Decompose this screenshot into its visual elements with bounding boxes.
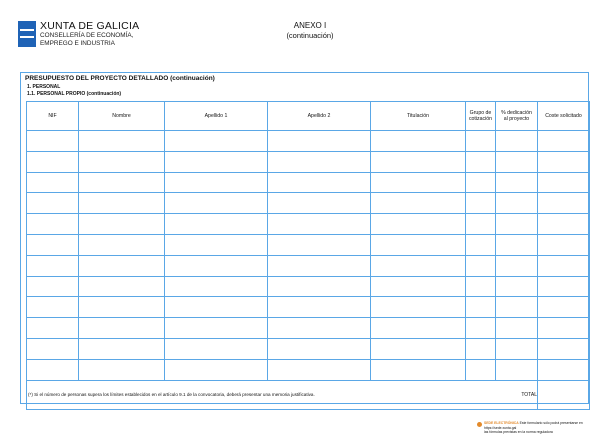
cell-apellido-1[interactable] (165, 318, 268, 339)
cell-nif[interactable] (27, 276, 79, 297)
cell-dedicacion[interactable] (496, 318, 538, 339)
personnel-table (26, 101, 590, 410)
table-row (27, 359, 590, 380)
cell-apellido-1[interactable] (165, 359, 268, 380)
cell-nif[interactable] (27, 172, 79, 193)
table-row (27, 318, 590, 339)
cell-coste[interactable] (538, 214, 590, 235)
cell-coste[interactable] (538, 255, 590, 276)
cell-dedicacion[interactable] (496, 276, 538, 297)
cell-nombre[interactable] (79, 276, 165, 297)
stamp-text (484, 421, 583, 435)
cell-titulacion[interactable] (371, 131, 466, 152)
cell-nombre[interactable] (79, 214, 165, 235)
cell-apellido-2[interactable] (268, 151, 371, 172)
column-header-dedicacion: % dedicación al proyecto (496, 102, 538, 131)
cell-apellido-1[interactable] (165, 131, 268, 152)
cell-nombre[interactable] (79, 338, 165, 359)
total-label: TOTAL (521, 391, 537, 398)
footnote: (*) Si el número de personas supera los límites establecidos en el artículo 9.1 de la convocatoria, deberá presentar una memoria justificativa. (28, 392, 315, 397)
cell-coste[interactable] (538, 234, 590, 255)
table-row (27, 338, 590, 359)
cell-nif[interactable] (27, 234, 79, 255)
cell-apellido-2[interactable] (268, 172, 371, 193)
cell-nif[interactable] (27, 214, 79, 235)
cell-apellido-1[interactable] (165, 193, 268, 214)
cell-apellido-2[interactable] (268, 234, 371, 255)
cell-coste[interactable] (538, 276, 590, 297)
cell-titulacion[interactable] (371, 297, 466, 318)
cell-nombre[interactable] (79, 359, 165, 380)
cell-grupo-cotizacion[interactable] (466, 276, 496, 297)
table-row (27, 193, 590, 214)
cell-apellido-1[interactable] (165, 151, 268, 172)
cell-dedicacion[interactable] (496, 359, 538, 380)
stamp-highlight: SEDE ELECTRÓNICA (484, 421, 519, 425)
table-row (27, 297, 590, 318)
cell-apellido-2[interactable] (268, 255, 371, 276)
table-row (27, 131, 590, 152)
cell-nombre[interactable] (79, 234, 165, 255)
column-header-titulacion: Titulación (371, 102, 466, 131)
cell-grupo-cotizacion[interactable] (466, 255, 496, 276)
cell-titulacion[interactable] (371, 359, 466, 380)
annex-title: ANEXO I (293, 21, 327, 30)
cell-nif[interactable] (27, 359, 79, 380)
column-header-apellido-1: Apellido 1 (165, 102, 268, 131)
column-header-apellido-2: Apellido 2 (268, 102, 371, 131)
cell-grupo-cotizacion[interactable] (466, 172, 496, 193)
table-row (27, 234, 590, 255)
cell-dedicacion[interactable] (496, 234, 538, 255)
section-subtitle-2: 1.1. PERSONAL PROPIO (continuación) (27, 91, 122, 97)
cell-nombre[interactable] (79, 318, 165, 339)
cell-grupo-cotizacion[interactable] (466, 318, 496, 339)
cell-apellido-2[interactable] (268, 214, 371, 235)
cell-dedicacion[interactable] (496, 193, 538, 214)
xunta-emblem-icon (18, 21, 36, 47)
cell-dedicacion[interactable] (496, 151, 538, 172)
cell-apellido-2[interactable] (268, 131, 371, 152)
cell-coste[interactable] (538, 338, 590, 359)
cell-coste[interactable] (538, 193, 590, 214)
stamp-line-2: https://sede.xunta.gal (484, 425, 517, 430)
cell-apellido-2[interactable] (268, 193, 371, 214)
cell-titulacion[interactable] (371, 234, 466, 255)
electronic-office-stamp (477, 421, 583, 435)
column-header-coste: Coste solicitado (538, 102, 590, 131)
table-row (27, 172, 590, 193)
annex-subtitle: (continuación) (286, 31, 334, 40)
cell-apellido-1[interactable] (165, 255, 268, 276)
cell-nif[interactable] (27, 318, 79, 339)
cell-coste[interactable] (538, 131, 590, 152)
cell-grupo-cotizacion[interactable] (466, 214, 496, 235)
cell-nif[interactable] (27, 297, 79, 318)
annex-header (260, 21, 360, 41)
cell-nombre[interactable] (79, 131, 165, 152)
cell-grupo-cotizacion[interactable] (466, 131, 496, 152)
cell-coste[interactable] (538, 359, 590, 380)
cell-dedicacion[interactable] (496, 338, 538, 359)
cell-apellido-1[interactable] (165, 338, 268, 359)
cell-dedicacion[interactable] (496, 297, 538, 318)
stamp-line-3: las fórmulas previstas en la norma reguladora (484, 430, 553, 434)
cell-nif[interactable] (27, 151, 79, 172)
cell-apellido-1[interactable] (165, 297, 268, 318)
cell-titulacion[interactable] (371, 172, 466, 193)
logo-text (40, 20, 139, 47)
cell-apellido-1[interactable] (165, 276, 268, 297)
cell-dedicacion[interactable] (496, 255, 538, 276)
table-row (27, 151, 590, 172)
section-subtitle-1: 1. PERSONAL (27, 84, 61, 90)
cell-apellido-1[interactable] (165, 234, 268, 255)
table-row (27, 276, 590, 297)
cell-apellido-2[interactable] (268, 359, 371, 380)
column-header-nif: NIF (27, 102, 79, 131)
cell-grupo-cotizacion[interactable] (466, 193, 496, 214)
sede-logo-icon (477, 422, 482, 427)
section-title: PRESUPUESTO DEL PROYECTO DETALLADO (continuación) (25, 75, 215, 82)
table-header-row (27, 102, 590, 131)
cell-grupo-cotizacion[interactable] (466, 234, 496, 255)
cell-apellido-1[interactable] (165, 172, 268, 193)
cell-coste[interactable] (538, 297, 590, 318)
cell-titulacion[interactable] (371, 214, 466, 235)
cell-nombre[interactable] (79, 297, 165, 318)
cell-dedicacion[interactable] (496, 131, 538, 152)
cell-coste[interactable] (538, 151, 590, 172)
cell-nombre[interactable] (79, 193, 165, 214)
cell-titulacion[interactable] (371, 151, 466, 172)
cell-nif[interactable] (27, 338, 79, 359)
brand-name: XUNTA DE GALICIA (40, 20, 140, 32)
cell-nombre[interactable] (79, 255, 165, 276)
xunta-logo (18, 20, 139, 47)
cell-nif[interactable] (27, 193, 79, 214)
cell-nombre[interactable] (79, 172, 165, 193)
total-value-cell[interactable] (538, 380, 590, 409)
cell-grupo-cotizacion[interactable] (466, 297, 496, 318)
cell-apellido-2[interactable] (268, 318, 371, 339)
column-header-grupo-cotizacion: Grupo de cotización (466, 102, 496, 131)
cell-titulacion[interactable] (371, 193, 466, 214)
cell-apellido-2[interactable] (268, 276, 371, 297)
cell-apellido-2[interactable] (268, 297, 371, 318)
cell-nif[interactable] (27, 131, 79, 152)
department-line-1: CONSELLERÍA DE ECONOMÍA, (40, 32, 134, 39)
cell-coste[interactable] (538, 318, 590, 339)
stamp-line-1: Este formulario sólo podrá presentarse en (519, 421, 583, 425)
cell-grupo-cotizacion[interactable] (466, 151, 496, 172)
cell-apellido-1[interactable] (165, 214, 268, 235)
cell-titulacion[interactable] (371, 255, 466, 276)
cell-dedicacion[interactable] (496, 172, 538, 193)
cell-titulacion[interactable] (371, 276, 466, 297)
cell-titulacion[interactable] (371, 318, 466, 339)
department-line-2: EMPREGO E INDUSTRIA (40, 39, 115, 47)
table-row (27, 214, 590, 235)
cell-titulacion[interactable] (371, 338, 466, 359)
cell-coste[interactable] (538, 172, 590, 193)
table-row (27, 255, 590, 276)
cell-dedicacion[interactable] (496, 214, 538, 235)
column-header-nombre: Nombre (79, 102, 165, 131)
cell-grupo-cotizacion[interactable] (466, 338, 496, 359)
cell-nif[interactable] (27, 255, 79, 276)
cell-grupo-cotizacion[interactable] (466, 359, 496, 380)
cell-nombre[interactable] (79, 151, 165, 172)
cell-apellido-2[interactable] (268, 338, 371, 359)
